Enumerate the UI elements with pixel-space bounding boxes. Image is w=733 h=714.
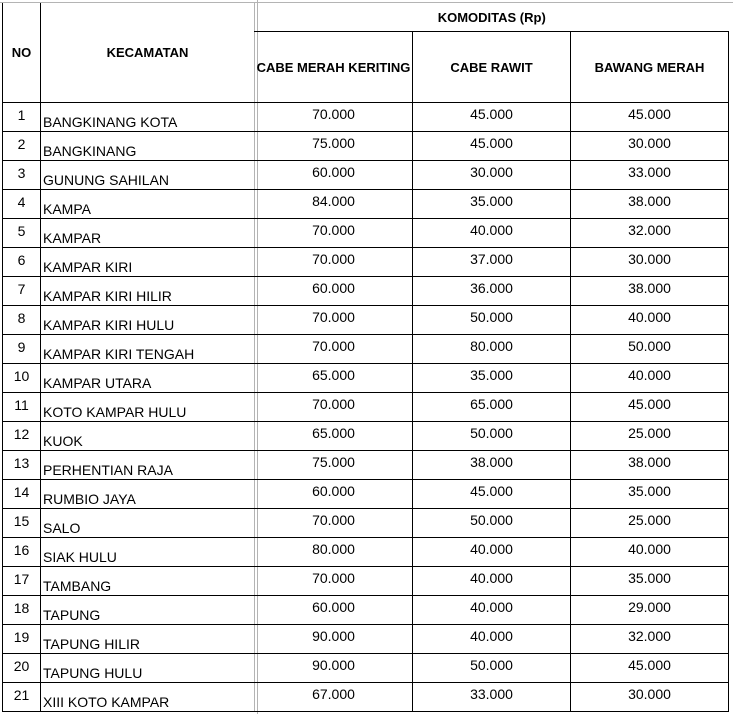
table-row (3, 451, 729, 480)
cell-no[interactable]: 11 (3, 393, 41, 422)
cell-cabe-merah-keriting[interactable]: 70.000 (255, 103, 413, 132)
cell-cabe-rawit[interactable]: 50.000 (413, 422, 571, 451)
cell-cabe-merah-keriting[interactable]: 70.000 (255, 219, 413, 248)
cell-no[interactable]: 19 (3, 625, 41, 654)
cell-no[interactable]: 3 (3, 161, 41, 190)
cell-kecamatan[interactable]: KAMPAR KIRI TENGAH (41, 335, 255, 364)
cell-no[interactable]: 21 (3, 683, 41, 712)
cell-kecamatan[interactable]: RUMBIO JAYA (41, 480, 255, 509)
cell-bawang-merah[interactable]: 25.000 (571, 422, 729, 451)
cell-bawang-merah[interactable]: 35.000 (571, 567, 729, 596)
cell-kecamatan[interactable]: PERHENTIAN RAJA (41, 451, 255, 480)
cell-cabe-rawit[interactable]: 35.000 (413, 190, 571, 219)
cell-bawang-merah[interactable]: 32.000 (571, 625, 729, 654)
cell-kecamatan[interactable]: KAMPA (41, 190, 255, 219)
column-header-kecamatan[interactable]: KECAMATAN (41, 3, 255, 103)
cell-cabe-rawit[interactable]: 35.000 (413, 364, 571, 393)
group-header-komoditas[interactable]: KOMODITAS (Rp) (255, 3, 729, 32)
cell-kecamatan[interactable]: KAMPAR KIRI HILIR (41, 277, 255, 306)
cell-cabe-merah-keriting[interactable]: 80.000 (255, 538, 413, 567)
cell-cabe-merah-keriting[interactable]: 75.000 (255, 132, 413, 161)
cell-kecamatan[interactable]: BANGKINANG KOTA (41, 103, 255, 132)
cell-cabe-rawit[interactable]: 45.000 (413, 480, 571, 509)
table-row (3, 683, 729, 712)
cell-bawang-merah[interactable]: 30.000 (571, 683, 729, 712)
cell-no[interactable]: 17 (3, 567, 41, 596)
cell-cabe-rawit[interactable]: 50.000 (413, 654, 571, 683)
cell-no[interactable]: 20 (3, 654, 41, 683)
table-row (3, 364, 729, 393)
cell-cabe-rawit[interactable]: 40.000 (413, 596, 571, 625)
cell-bawang-merah[interactable]: 40.000 (571, 538, 729, 567)
cell-cabe-merah-keriting[interactable]: 60.000 (255, 161, 413, 190)
cell-no[interactable]: 2 (3, 132, 41, 161)
cell-no[interactable]: 1 (3, 103, 41, 132)
cell-no[interactable]: 5 (3, 219, 41, 248)
cell-bawang-merah[interactable]: 45.000 (571, 654, 729, 683)
cell-kecamatan[interactable]: KAMPAR (41, 219, 255, 248)
cell-no[interactable]: 13 (3, 451, 41, 480)
cell-cabe-merah-keriting[interactable]: 70.000 (255, 393, 413, 422)
table-row (3, 422, 729, 451)
cell-bawang-merah[interactable]: 30.000 (571, 132, 729, 161)
table-row (3, 393, 729, 422)
cell-bawang-merah[interactable]: 40.000 (571, 306, 729, 335)
cell-bawang-merah[interactable]: 38.000 (571, 190, 729, 219)
column-header-cabe-rawit[interactable]: CABE RAWIT (413, 32, 571, 103)
table-row (3, 190, 729, 219)
cell-cabe-merah-keriting[interactable]: 90.000 (255, 654, 413, 683)
commodity-price-table (2, 3, 729, 712)
table-body (3, 103, 729, 712)
cell-bawang-merah[interactable]: 30.000 (571, 248, 729, 277)
table-row (3, 103, 729, 132)
cell-cabe-rawit[interactable]: 40.000 (413, 219, 571, 248)
cell-no[interactable]: 10 (3, 364, 41, 393)
cell-cabe-rawit[interactable]: 33.000 (413, 683, 571, 712)
cell-cabe-merah-keriting[interactable]: 60.000 (255, 480, 413, 509)
cell-bawang-merah[interactable]: 32.000 (571, 219, 729, 248)
table-row (3, 219, 729, 248)
table-row (3, 654, 729, 683)
cell-cabe-merah-keriting[interactable]: 70.000 (255, 335, 413, 364)
cell-bawang-merah[interactable]: 45.000 (571, 103, 729, 132)
table-row (3, 161, 729, 190)
cell-cabe-merah-keriting[interactable]: 60.000 (255, 277, 413, 306)
cell-kecamatan[interactable]: TAPUNG (41, 596, 255, 625)
cell-cabe-rawit[interactable]: 40.000 (413, 625, 571, 654)
cell-cabe-rawit[interactable]: 40.000 (413, 567, 571, 596)
cell-kecamatan[interactable]: BANGKINANG (41, 132, 255, 161)
cell-no[interactable]: 18 (3, 596, 41, 625)
cell-cabe-merah-keriting[interactable]: 90.000 (255, 625, 413, 654)
table-row (3, 306, 729, 335)
cell-kecamatan[interactable]: SALO (41, 509, 255, 538)
cell-cabe-rawit[interactable]: 36.000 (413, 277, 571, 306)
cell-bawang-merah[interactable]: 29.000 (571, 596, 729, 625)
cell-bawang-merah[interactable]: 45.000 (571, 393, 729, 422)
cell-kecamatan[interactable]: KAMPAR KIRI (41, 248, 255, 277)
cell-cabe-merah-keriting[interactable]: 70.000 (255, 567, 413, 596)
cell-cabe-rawit[interactable]: 37.000 (413, 248, 571, 277)
cell-bawang-merah[interactable]: 50.000 (571, 335, 729, 364)
cell-cabe-rawit[interactable]: 50.000 (413, 509, 571, 538)
table-row (3, 277, 729, 306)
table-row (3, 567, 729, 596)
cell-kecamatan[interactable]: SIAK HULU (41, 538, 255, 567)
cell-cabe-merah-keriting[interactable]: 70.000 (255, 509, 413, 538)
column-header-bawang-merah[interactable]: BAWANG MERAH (571, 32, 729, 103)
cell-kecamatan[interactable]: TAMBANG (41, 567, 255, 596)
cell-bawang-merah[interactable]: 38.000 (571, 451, 729, 480)
cell-kecamatan[interactable]: KAMPAR KIRI HULU (41, 306, 255, 335)
cell-cabe-merah-keriting[interactable]: 60.000 (255, 596, 413, 625)
cell-no[interactable]: 12 (3, 422, 41, 451)
cell-kecamatan[interactable]: TAPUNG HULU (41, 654, 255, 683)
cell-kecamatan[interactable]: KUOK (41, 422, 255, 451)
cell-no[interactable]: 4 (3, 190, 41, 219)
column-header-cabe-merah-keriting[interactable]: CABE MERAH KERITING (255, 32, 413, 103)
cell-no[interactable]: 14 (3, 480, 41, 509)
cell-bawang-merah[interactable]: 40.000 (571, 364, 729, 393)
column-header-no[interactable]: NO (3, 3, 41, 103)
cell-cabe-merah-keriting[interactable]: 67.000 (255, 683, 413, 712)
table-row (3, 596, 729, 625)
table-row (3, 509, 729, 538)
cell-cabe-merah-keriting[interactable]: 75.000 (255, 451, 413, 480)
cell-cabe-rawit[interactable]: 50.000 (413, 306, 571, 335)
cell-cabe-rawit[interactable]: 40.000 (413, 538, 571, 567)
cell-cabe-merah-keriting[interactable]: 70.000 (255, 248, 413, 277)
cell-cabe-merah-keriting[interactable]: 70.000 (255, 306, 413, 335)
table-row (3, 132, 729, 161)
cell-kecamatan[interactable]: GUNUNG SAHILAN (41, 161, 255, 190)
cell-no[interactable]: 16 (3, 538, 41, 567)
cell-cabe-rawit[interactable]: 45.000 (413, 132, 571, 161)
cell-kecamatan[interactable]: KOTO KAMPAR HULU (41, 393, 255, 422)
cell-cabe-merah-keriting[interactable]: 84.000 (255, 190, 413, 219)
table-row (3, 480, 729, 509)
cell-bawang-merah[interactable]: 38.000 (571, 277, 729, 306)
cell-no[interactable]: 6 (3, 248, 41, 277)
cell-kecamatan[interactable]: KAMPAR UTARA (41, 364, 255, 393)
cell-cabe-rawit[interactable]: 65.000 (413, 393, 571, 422)
cell-cabe-rawit[interactable]: 38.000 (413, 451, 571, 480)
cell-no[interactable]: 15 (3, 509, 41, 538)
cell-no[interactable]: 7 (3, 277, 41, 306)
table-row (3, 335, 729, 364)
table-row (3, 538, 729, 567)
cell-bawang-merah[interactable]: 25.000 (571, 509, 729, 538)
cell-cabe-merah-keriting[interactable]: 65.000 (255, 364, 413, 393)
cell-cabe-rawit[interactable]: 80.000 (413, 335, 571, 364)
table-row (3, 248, 729, 277)
cell-kecamatan[interactable]: TAPUNG HILIR (41, 625, 255, 654)
cell-bawang-merah[interactable]: 33.000 (571, 161, 729, 190)
cell-cabe-merah-keriting[interactable]: 65.000 (255, 422, 413, 451)
cell-kecamatan[interactable]: XIII KOTO KAMPAR (41, 683, 255, 712)
cell-bawang-merah[interactable]: 35.000 (571, 480, 729, 509)
cell-no[interactable]: 9 (3, 335, 41, 364)
cell-cabe-rawit[interactable]: 30.000 (413, 161, 571, 190)
table-header (3, 3, 729, 103)
cell-cabe-rawit[interactable]: 45.000 (413, 103, 571, 132)
table-row (3, 625, 729, 654)
cell-no[interactable]: 8 (3, 306, 41, 335)
